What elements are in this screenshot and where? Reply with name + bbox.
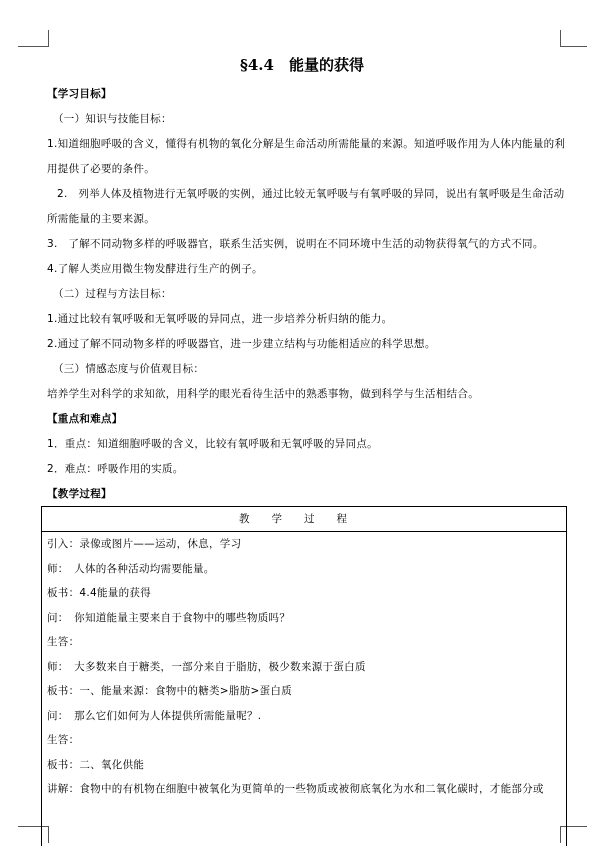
table-row: 生答：	[47, 636, 80, 648]
process-heading: （二）过程与方法目标：	[53, 288, 172, 300]
knowledge-item-2: 2. 列举人体及植物进行无氧呼吸的实例，通过比较无氧呼吸与有氧呼吸的异同，说出有氧呼吸是生命活动所需能量的主要来源。	[47, 188, 565, 225]
page-title: §4.4 能量的获得	[240, 56, 364, 74]
document-body	[47, 82, 567, 507]
emotion-text: 培养学生对科学的求知欲，用科学的眼光看待生活中的熟悉事物，做到科学与生活相结合。	[47, 388, 479, 400]
key-points-heading: 【重点和难点】	[47, 413, 123, 425]
teaching-heading: 【教学过程】	[47, 488, 112, 500]
process-item-2: 2.通过了解不同动物多样的呼吸器官，进一步建立结构与功能相适应的科学思想。	[47, 338, 436, 350]
knowledge-item-1: 1.知道细胞呼吸的含义，懂得有机物的氧化分解是生命活动所需能量的来源。知道呼吸作用为人体内能量的利用提供了必要的条件。	[47, 138, 566, 175]
table-body	[42, 532, 566, 802]
key-point-1: 1．重点：知道细胞呼吸的含义，比较有氧呼吸和无氧呼吸的异同点。	[47, 438, 378, 450]
table-header: 教学过程	[42, 507, 566, 532]
key-point-2: 2．难点：呼吸作用的实质。	[47, 463, 184, 475]
table-row: 板书：二、氧化供能	[47, 758, 145, 771]
table-row: 师： 人体的各种活动均需要能量。	[47, 562, 215, 575]
table-row: 板书：4.4能量的获得	[47, 587, 151, 599]
table-row: 师： 大多数来自于糖类，一部分来自于脂肪，极少数来源于蛋白质	[47, 660, 366, 673]
knowledge-item-3: 3. 了解不同动物多样的呼吸器官，联系生活实例，说明在不同环境中生活的动物获得氧气的方式不同。	[47, 238, 544, 250]
emotion-heading: （三）情感态度与价值观目标：	[53, 363, 205, 375]
table-row: 问： 你知道能量主要来自于食物中的哪些物质吗？	[47, 611, 291, 624]
table-row: 生答：	[47, 734, 80, 746]
table-row: 板书：一、能量来源：食物中的糖类>脂肪>蛋白质	[47, 685, 292, 697]
crop-mark-top-right	[560, 30, 587, 47]
table-row: 讲解：食物中的有机物在细胞中被氧化为更简单的一些物质或被彻底氧化为水和二氧化碳时，才能部分或	[47, 783, 544, 795]
knowledge-item-4: 4.了解人类应用微生物发酵进行生产的例子。	[47, 263, 263, 275]
knowledge-heading: （一）知识与技能目标：	[53, 113, 172, 125]
table-row: 问： 那么它们如何为人体提供所需能量呢？.	[47, 709, 262, 722]
table-row: 引入：录像或图片——运动，休息，学习	[47, 538, 242, 550]
crop-mark-top-left	[18, 30, 49, 47]
process-item-1: 1.通过比较有氧呼吸和无氧呼吸的异同点，进一步培养分析归纳的能力。	[47, 313, 393, 325]
objectives-heading: 【学习目标】	[47, 88, 112, 100]
teaching-process-table	[41, 506, 567, 846]
